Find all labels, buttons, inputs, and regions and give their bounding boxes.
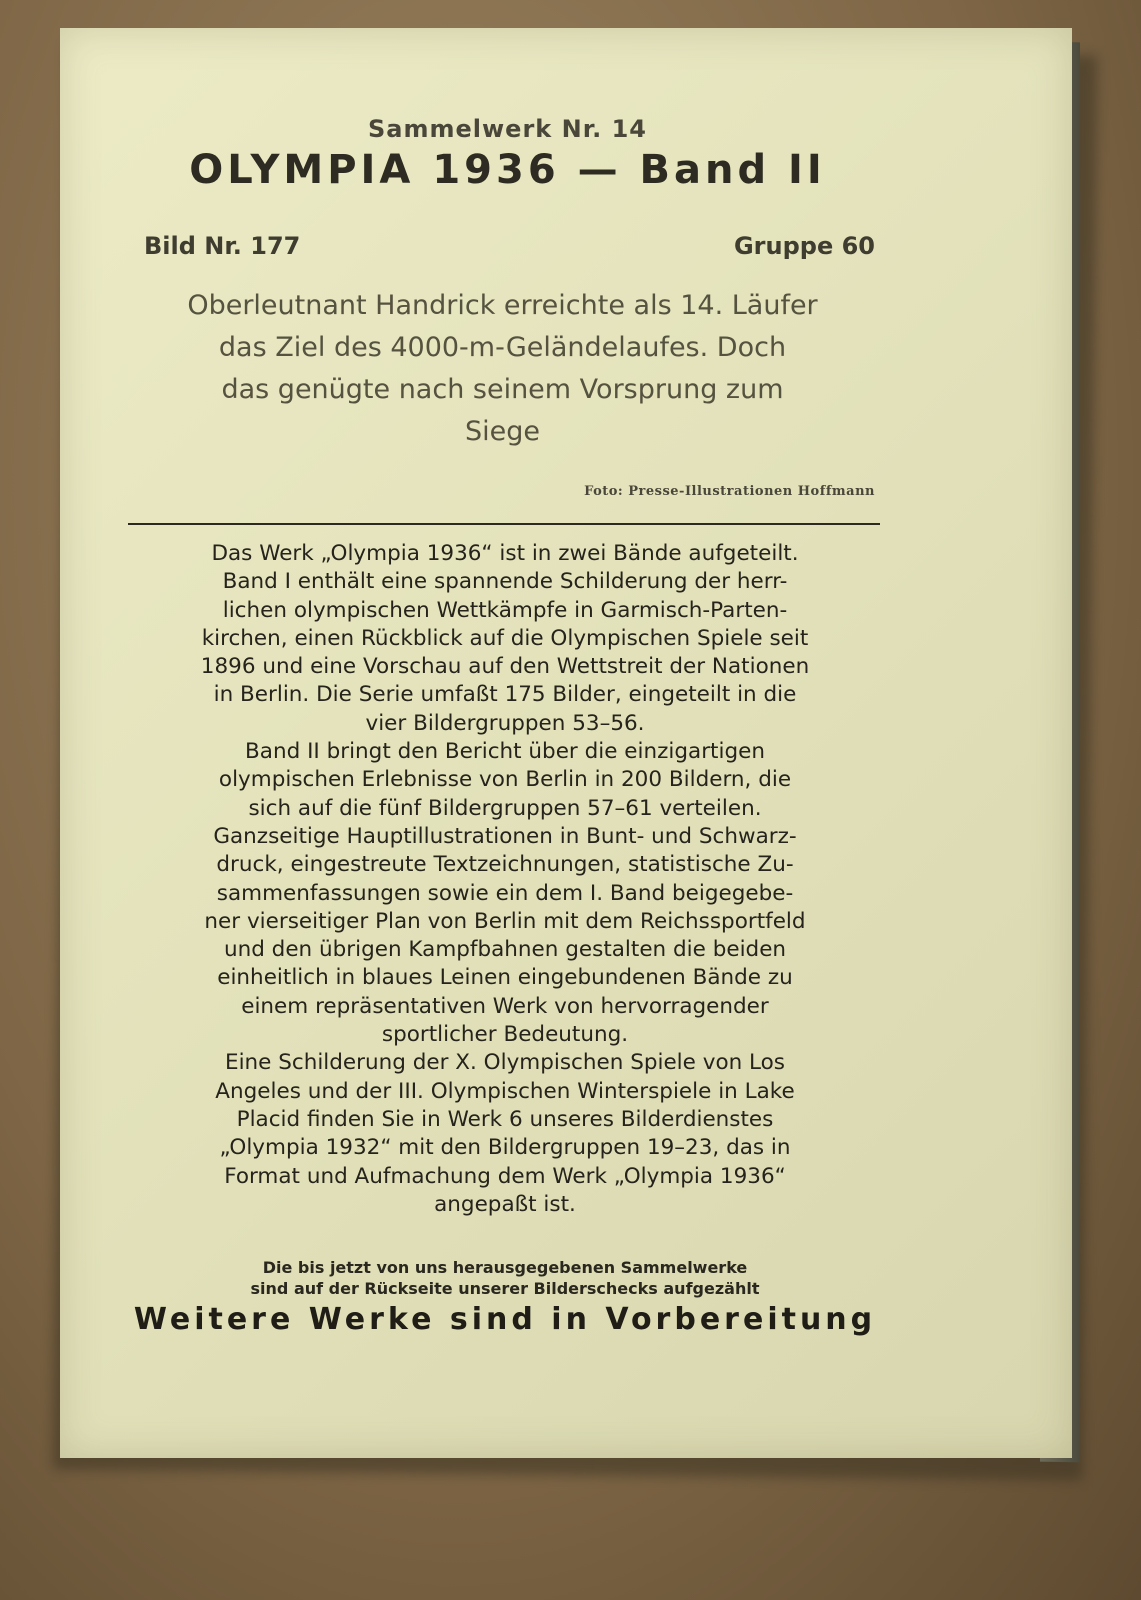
body-line: kirchen, einen Rückblick auf die Olympischen Spiele seit bbox=[201, 625, 809, 651]
body-line: olympischen Erlebnisse von Berlin in 200 Bildern, die bbox=[218, 767, 792, 793]
body-line: Format und Aufmachung dem Werk „Olympia 1936“ bbox=[224, 1163, 786, 1189]
footer-tagline: Weitere Werke sind in Vorbereitung bbox=[133, 1302, 877, 1337]
body-line: sammenfassungen sowie ein dem I. Band beigegebe- bbox=[216, 880, 794, 906]
body-line: Band I enthält eine spannende Schilderung der herr- bbox=[222, 569, 788, 595]
footer-note bbox=[115, 1257, 895, 1299]
description-text bbox=[115, 540, 895, 1219]
body-line: lichen olympischen Wettkämpfe in Garmisch-Parten- bbox=[222, 597, 788, 623]
body-line: „Olympia 1932“ mit den Bildergruppen 19–23, das in bbox=[219, 1135, 791, 1161]
card-title: OLYMPIA 1936 — Band II bbox=[189, 147, 826, 193]
caption-line: Siege bbox=[464, 416, 540, 447]
footer-note-line: sind auf der Rückseite unserer Bilderschecks aufgezählt bbox=[250, 1279, 760, 1298]
body-line: ner vierseitiger Plan von Berlin mit dem Reichssportfeld bbox=[204, 908, 806, 934]
series-label: Sammelwerk Nr. 14 bbox=[368, 115, 647, 143]
body-line: Eine Schilderung der X. Olympischen Spiele von Los bbox=[224, 1050, 786, 1076]
caption-line: das Ziel des 4000-m-Geländelaufes. Doch bbox=[218, 332, 787, 363]
image-info-row bbox=[140, 232, 875, 268]
body-line: 1896 und eine Vorschau auf den Wettstreit der Nationen bbox=[200, 654, 810, 680]
body-line: in Berlin. Die Serie umfaßt 175 Bilder, eingeteilt in die bbox=[213, 682, 797, 708]
body-line: Band II bringt den Bericht über die einzigartigen bbox=[245, 739, 765, 765]
caption-line: das genügte nach seinem Vorsprung zum bbox=[221, 374, 784, 405]
image-caption bbox=[130, 285, 875, 453]
card-header bbox=[140, 115, 875, 193]
body-line: vier Bildergruppen 53–56. bbox=[365, 710, 645, 736]
body-line: Das Werk „Olympia 1936“ ist in zwei Bände aufgeteilt. bbox=[211, 541, 799, 566]
divider-line bbox=[128, 523, 880, 525]
body-line: druck, eingestreute Textzeichnungen, statistische Zu- bbox=[216, 852, 794, 878]
group-number: Gruppe 60 bbox=[733, 232, 875, 260]
photo-credit: Foto: Presse-Illustrationen Hoffmann bbox=[584, 484, 875, 499]
body-line: Angeles und der III. Olympischen Winterspiele in Lake bbox=[215, 1078, 795, 1104]
body-line: Ganzseitige Hauptillustrationen in Bunt- und Schwarz- bbox=[213, 823, 797, 849]
footer-note-line: Die bis jetzt von uns herausgegebenen Sammelwerke bbox=[262, 1258, 748, 1277]
body-line: sich auf die fünf Bildergruppen 57–61 verteilen. bbox=[248, 795, 762, 821]
body-line: Placid finden Sie in Werk 6 unseres Bilderdienstes bbox=[236, 1106, 774, 1132]
body-line: und den übrigen Kampfbahnen gestalten die beiden bbox=[223, 937, 787, 963]
body-line: sportlicher Bedeutung. bbox=[381, 1022, 629, 1048]
body-line: einheitlich in blaues Leinen eingebundenen Bände zu bbox=[217, 965, 793, 991]
body-line: einem repräsentativen Werk von hervorragender bbox=[241, 993, 769, 1019]
image-number: Bild Nr. 177 bbox=[144, 232, 301, 260]
body-line: angepaßt ist. bbox=[434, 1191, 576, 1217]
caption-line: Oberleutnant Handrick erreichte als 14. Läufer bbox=[187, 290, 818, 321]
